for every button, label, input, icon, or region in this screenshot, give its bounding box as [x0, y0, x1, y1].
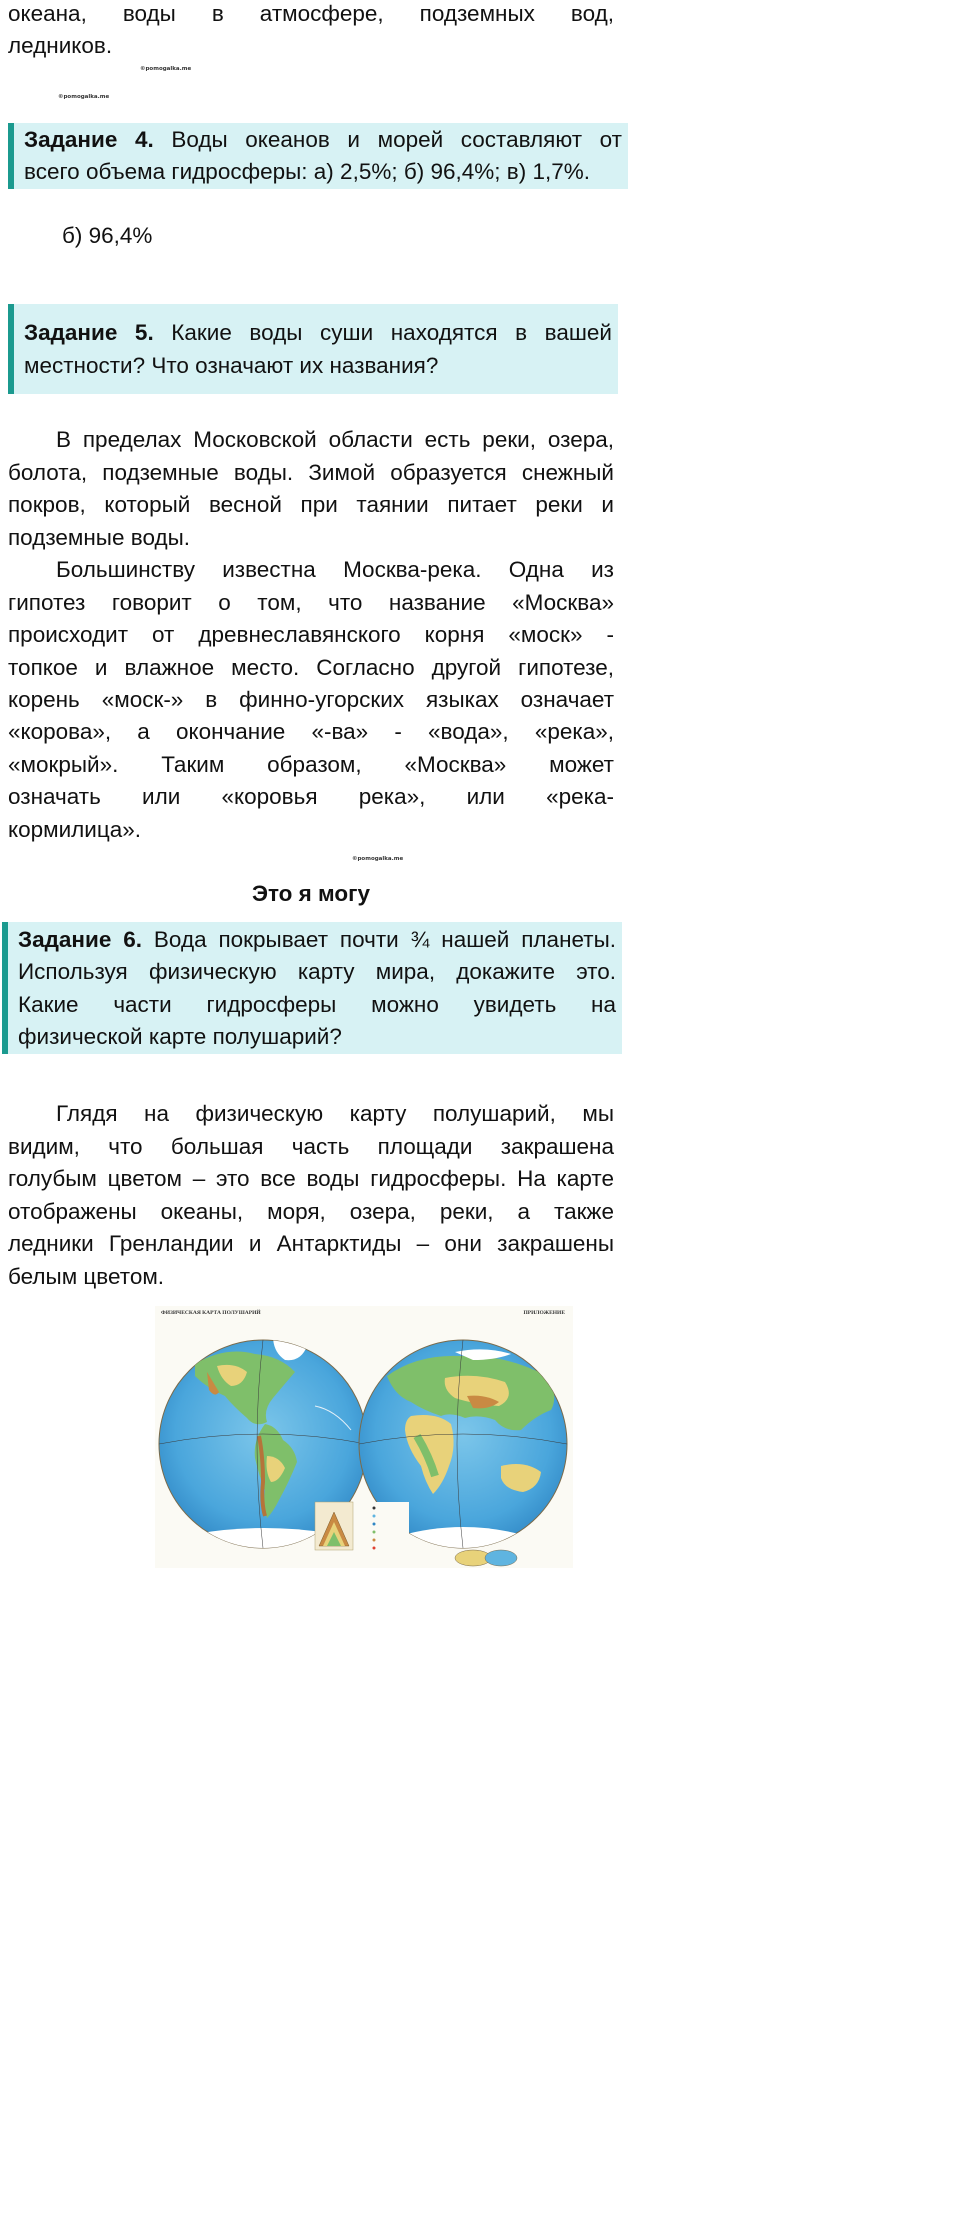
- task-6-line-3: Какие части гидросферы можно увидеть на: [18, 992, 616, 1017]
- paragraph-line: В пределах Московской области есть реки, озера,: [56, 427, 614, 452]
- section-heading: Это я могу: [251, 881, 371, 906]
- paragraph-line: белым цветом.: [8, 1264, 165, 1289]
- watermark: ©pomogalka.me: [352, 856, 404, 862]
- paragraph-line: «корова», а окончание «-ва» - «вода», «река»,: [8, 719, 614, 744]
- map-title: ФИЗИЧЕСКАЯ КАРТА ПОЛУШАРИЙ: [161, 1310, 261, 1316]
- paragraph-line: гипотез говорит о том, что название «Москва»: [8, 590, 614, 615]
- task-4-line-2: всего объема гидросферы: а) 2,5%; б) 96,4%; в) 1,7%.: [24, 159, 591, 184]
- task-5-line-2: местности? Что означают их названия?: [24, 353, 439, 378]
- task-6-line-2: Используя физическую карту мира, докажите это.: [18, 959, 616, 984]
- paragraph-line: происходит от древнеславянского корня «моск» -: [8, 622, 614, 647]
- task-6-line-4: физической карте полушарий?: [18, 1024, 342, 1049]
- task-4-label: Задание 4.: [24, 127, 154, 152]
- hemispheres-illustration: [155, 1306, 573, 1568]
- task-4-answer: б) 96,4%: [62, 223, 153, 248]
- hemispheres-map-image: [155, 1306, 573, 1568]
- task-5-line-1: Задание 5. Какие воды суши находятся в вашей: [24, 320, 612, 345]
- paragraph-line: отображены океаны, моря, озера, реки, а также: [8, 1199, 614, 1224]
- task-5-box: [8, 304, 618, 394]
- paragraph-line: ледники Гренландии и Антарктиды – они закрашены: [8, 1231, 614, 1256]
- task-6-box: [2, 922, 622, 1054]
- watermark: ©pomogalka.me: [140, 66, 192, 72]
- task-4-box: [8, 123, 628, 189]
- paragraph-line: означать или «коровья река», или «река-: [8, 784, 614, 809]
- paragraph-line: видим, что большая часть площади закрашена: [8, 1134, 614, 1159]
- paragraph-line: болота, подземные воды. Зимой образуется снежный: [8, 460, 614, 485]
- task-6-line-1: Задание 6. Вода покрывает почти ¾ нашей планеты.: [18, 927, 616, 952]
- paragraph-line: корень «моск-» в финно-угорских языках означает: [8, 687, 614, 712]
- paragraph-line: Глядя на физическую карту полушарий, мы: [56, 1101, 614, 1126]
- task-4-line-1: Задание 4. Воды океанов и морей составляют от: [24, 127, 622, 152]
- task-5-label: Задание 5.: [24, 320, 154, 345]
- paragraph-line: голубым цветом – это все воды гидросферы. На карте: [8, 1166, 614, 1191]
- paragraph-line: топкое и влажное место. Согласно другой гипотезе,: [8, 655, 614, 680]
- text-line: ледников.: [8, 33, 113, 58]
- map-appendix-label: ПРИЛОЖЕНИЕ: [523, 1310, 565, 1316]
- watermark: ©pomogalka.me: [58, 94, 110, 100]
- paragraph-line: подземные воды.: [8, 525, 191, 550]
- paragraph-line: «мокрый». Таким образом, «Москва» может: [8, 752, 614, 777]
- paragraph-line: покров, который весной при таянии питает реки и: [8, 492, 614, 517]
- paragraph-line: Большинству известна Москва-река. Одна из: [56, 557, 614, 582]
- task-6-label: Задание 6.: [18, 927, 143, 952]
- text-line: океана, воды в атмосфере, подземных вод,: [8, 1, 614, 26]
- paragraph-line: кормилица».: [8, 817, 142, 842]
